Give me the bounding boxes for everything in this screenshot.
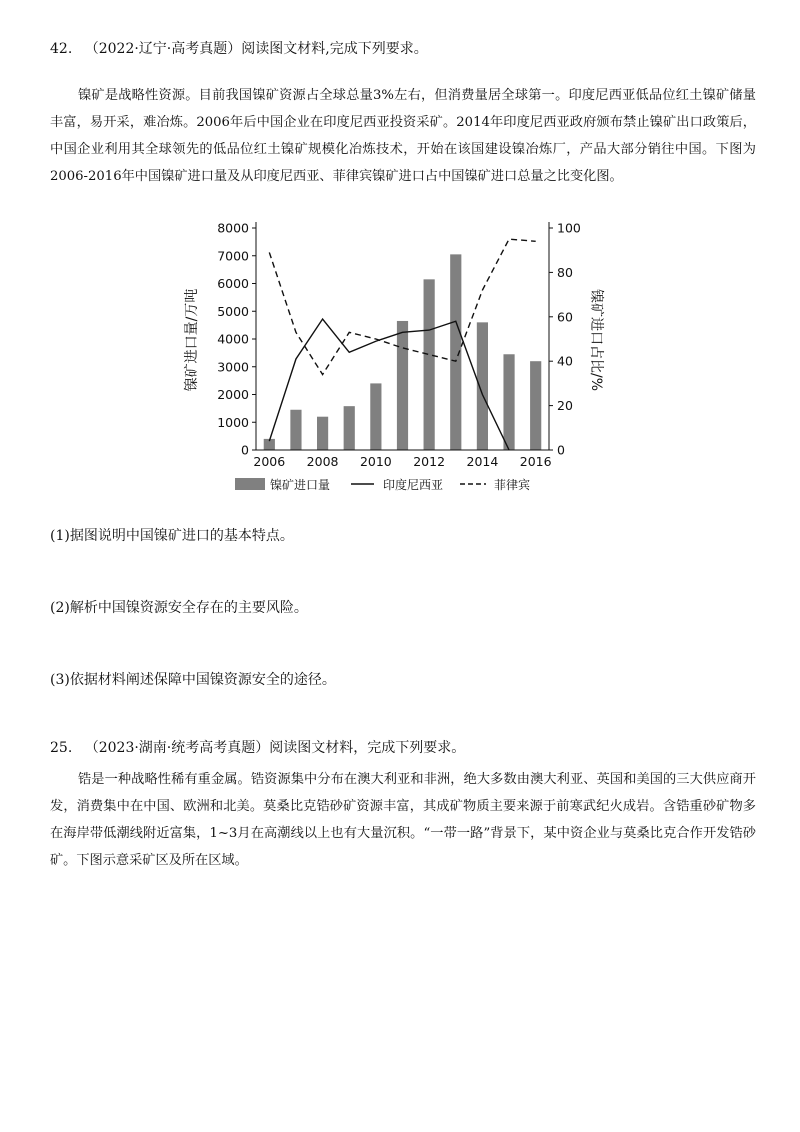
chart-legend <box>235 477 530 492</box>
x-tick-label-2012: 2012 <box>413 454 446 469</box>
q42-number: 42. <box>50 41 73 57</box>
bar-2011 <box>397 321 408 450</box>
q42-subquestion-1: (1)据图说明中国镍矿进口的基本特点。 <box>50 528 294 544</box>
q25-source: （2023·湖南·统考高考真题） <box>84 740 270 756</box>
bar-2015 <box>503 354 514 450</box>
x-tick-label-2008: 2008 <box>306 454 339 469</box>
y-right-tick-label: 60 <box>557 309 573 325</box>
q25-number: 25. <box>50 740 73 756</box>
y-left-tick-label: 8000 <box>217 220 249 236</box>
q25-instruction: 阅读图文材料，完成下列要求。 <box>269 740 466 756</box>
series-line-indonesia <box>269 319 509 450</box>
nickel-import-chart <box>180 210 620 500</box>
y-left-tick-label: 5000 <box>217 303 249 319</box>
y-right-tick-label: 100 <box>557 220 581 236</box>
bar-2008 <box>317 417 328 450</box>
y-right-tick-label: 80 <box>557 264 573 280</box>
q25-header <box>50 737 465 757</box>
q42-subquestion-2: (2)解析中国镍资源安全存在的主要风险。 <box>50 600 308 616</box>
y-right-tick-label: 40 <box>557 353 573 369</box>
q42-subquestion-3: (3)依据材料阐述保障中国镍资源安全的途径。 <box>50 672 336 688</box>
q42-header <box>50 38 428 58</box>
y-left-tick-label: 7000 <box>217 248 249 264</box>
q25-paragraph: 锆是一种战略性稀有重金属。锆资源集中分布在澳大利亚和非洲，绝大多数由澳大利亚、英国和美国的三大供应商开发，消费集中在中国、欧洲和北美。莫桑比克锆砂矿资源丰富，其成矿物质主要来源于前寒武纪火成岩。含锆重砂矿物多在海岸带低潮线附近富集，1~3月在高潮线以上也有大量沉积。“一带一路”背景下，某中资企业与莫桑比克合作开发锆砂矿。下图示意采矿区及所在区域。 <box>50 772 756 868</box>
y-left-tick-label: 3000 <box>217 359 249 375</box>
bar-2016 <box>530 361 541 450</box>
x-tick-label-2006: 2006 <box>253 454 286 469</box>
legend-indonesia-label: 印度尼西亚 <box>383 478 444 492</box>
x-tick-label-2010: 2010 <box>359 454 392 469</box>
x-tick-label-2016: 2016 <box>519 454 552 469</box>
bar-2010 <box>370 383 381 450</box>
bar-2012 <box>424 279 435 450</box>
y-right-axis-label: 镍矿进口占比/% <box>588 288 604 392</box>
bar-2009 <box>344 406 355 450</box>
q42-source: （2022·辽宁·高考真题） <box>84 41 242 57</box>
y-left-tick-label: 0 <box>241 442 249 458</box>
y-left-tick-label: 6000 <box>217 276 249 291</box>
y-left-axis-label: 镍矿进口量/万吨 <box>184 288 200 392</box>
legend-philippines-label: 菲律宾 <box>494 478 531 492</box>
y-right-tick-label: 20 <box>557 398 573 414</box>
legend-bar-swatch <box>235 478 265 490</box>
y-right-tick-label: 0 <box>557 442 565 458</box>
y-left-tick-label: 1000 <box>217 414 249 430</box>
y-left-tick-label: 4000 <box>217 331 249 347</box>
bar-2007 <box>290 410 301 450</box>
q42-instruction: 阅读图文材料,完成下列要求。 <box>241 41 428 57</box>
bars-group <box>264 254 542 450</box>
y-left-tick-label: 2000 <box>217 387 249 402</box>
legend-bar-label: 镍矿进口量 <box>270 478 331 492</box>
q42-paragraph: 镍矿是战略性资源。目前我国镍矿资源占全球总量3%左右，但消费量居全球第一。印度尼西亚低品位红土镍矿储量丰富，易开采，难冶炼。2006年后中国企业在印度尼西亚投资采矿。2014年印度尼西亚政府颁布禁止镍矿出口政策后，中国企业利用其全球领先的低品位红土镍矿规模化冶炼技术，开始在该国建设镍冶炼厂，产品大部分销往中国。下图为2006-2016年中国镍矿进口量及从印度尼西亚、菲律宾镍矿进口占中国镍矿进口总量之比变化图。 <box>50 88 756 184</box>
x-tick-label-2014: 2014 <box>466 454 499 469</box>
bar-2014 <box>477 322 488 450</box>
